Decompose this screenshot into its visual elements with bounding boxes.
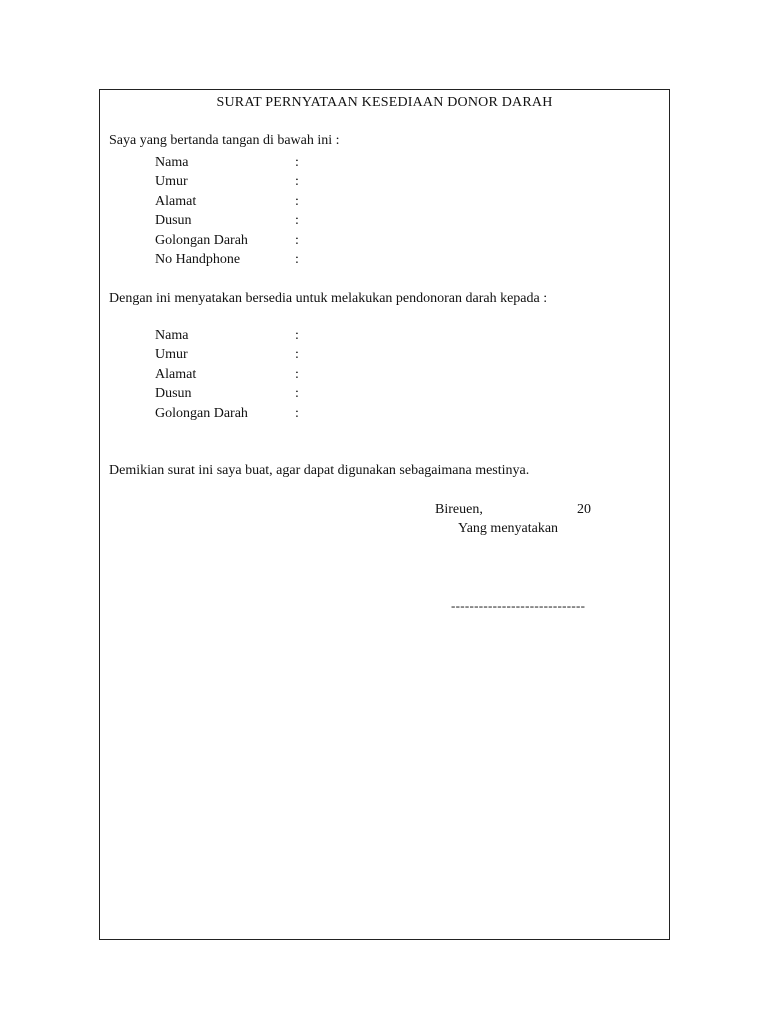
- field-colon: :: [295, 405, 299, 421]
- field-colon: :: [295, 347, 299, 363]
- field-colon: :: [295, 193, 299, 209]
- field-colon: :: [295, 232, 299, 248]
- field-label: Golongan Darah: [155, 405, 248, 421]
- field-label: Alamat: [155, 193, 197, 209]
- field-label: Nama: [155, 328, 189, 343]
- field-colon: :: [295, 328, 299, 343]
- statement-text: Dengan ini menyatakan bersedia untuk melakukan pendonoran darah kepada :: [109, 291, 548, 306]
- signature-place: Bireuen,: [435, 502, 483, 517]
- intro-text: Saya yang bertanda tangan di bawah ini :: [109, 133, 340, 148]
- field-label: Nama: [155, 155, 189, 170]
- document-title: SURAT PERNYATAAN KESEDIAAN DONOR DARAH: [216, 95, 553, 110]
- field-colon: :: [295, 174, 299, 190]
- field-label: Dusun: [155, 386, 192, 402]
- field-colon: :: [295, 386, 299, 402]
- field-colon: :: [295, 366, 299, 382]
- field-colon: :: [295, 251, 299, 267]
- closing-text: Demikian surat ini saya buat, agar dapat digunakan sebagaimana mestinya.: [109, 463, 530, 478]
- field-colon: :: [295, 155, 299, 170]
- field-label: Umur: [155, 347, 188, 363]
- field-label: Golongan Darah: [155, 232, 248, 248]
- signature-year: 20: [577, 502, 591, 517]
- field-label: Dusun: [155, 213, 192, 229]
- field-label: Alamat: [155, 366, 197, 382]
- signature-role: Yang menyatakan: [458, 521, 559, 536]
- field-colon: :: [295, 213, 299, 229]
- signature-line: -----------------------------: [451, 598, 586, 613]
- field-label: No Handphone: [155, 251, 241, 267]
- document-page: [99, 89, 670, 940]
- field-label: Umur: [155, 174, 188, 190]
